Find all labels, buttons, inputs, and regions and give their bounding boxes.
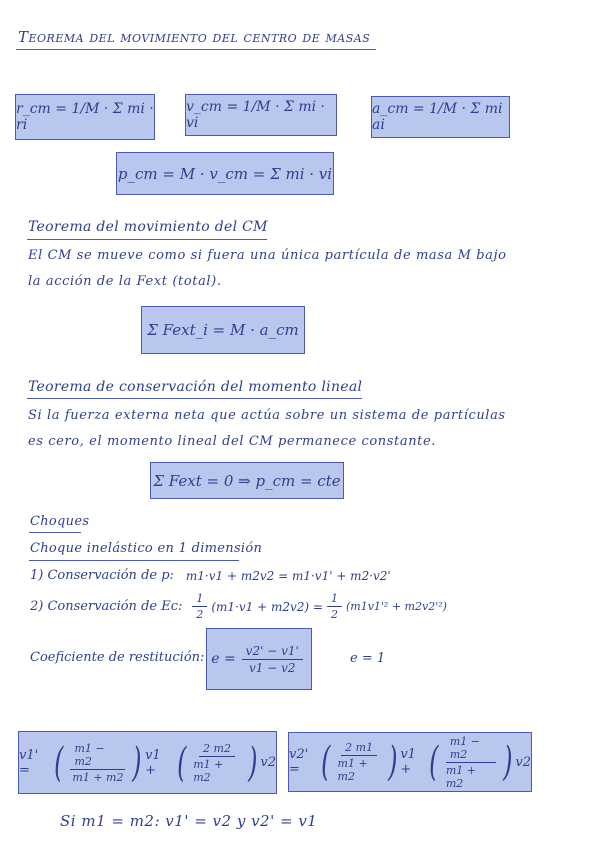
coef-restitucion-box — [206, 628, 312, 690]
v2-term2: v2 — [515, 754, 531, 770]
momentum-conservation-box — [150, 462, 344, 499]
p-cm-box — [116, 152, 334, 195]
v-cm-box — [185, 94, 337, 136]
section-momentum-text — [28, 403, 588, 455]
section-cm-text — [28, 243, 588, 295]
coef-e-lhs: e = — [211, 651, 236, 667]
section-momentum-underline — [27, 398, 362, 399]
v2-f2-num: m1 − m2 — [446, 735, 496, 763]
conservacion-ec-equation-b: (m1v1'² + m2v2'²) — [345, 600, 447, 613]
coef-restitucion-label: Coeficiente de restitución: — [30, 650, 205, 665]
v1-f1-num: m1 − m2 — [70, 742, 125, 770]
v2-lhs: v2' = — [289, 747, 309, 777]
v2-fraction-1 — [338, 741, 381, 783]
conservacion-p-equation: m1·v1 + m2v2 = m1·v1' + m2·v2' — [185, 568, 391, 583]
title-underline — [16, 49, 376, 50]
coef-numerator: v2' − v1' — [242, 644, 303, 660]
v2-term1: v1 + — [400, 747, 416, 777]
section-momentum-heading: Teorema de conservación del momento lineal — [28, 379, 363, 395]
one-half-fraction-a: $\frac{1}{2}$ — [192, 592, 207, 621]
p-cm-formula: p_cm = M · v_cm = Σ mi · vi — [117, 164, 333, 183]
v2-f1-num: 2 m1 — [341, 741, 377, 756]
r-cm-formula: r_cm = 1/M · Σ mi · ri — [16, 101, 154, 133]
choque-inelastico-underline — [29, 560, 239, 561]
section-cm-heading: Teorema del movimiento del CM — [28, 219, 268, 235]
v1-final-box: v1' = ( $\frac{m1 - m2}{m1 + m2}$ ) v1 + ( $\frac{2 m2}{m1 + m2}$ ) v2 — [18, 731, 277, 794]
conservacion-ec-row — [30, 592, 447, 621]
section-cm-line1: El CM se mueve como si fuera una única partícula de masa M bajo — [28, 248, 507, 263]
momentum-conservation-formula: Σ Fext = 0 ⇒ p_cm = cte — [153, 471, 341, 490]
v1-fraction-2 — [193, 742, 241, 784]
v1-f1-den: m1 + m2 — [72, 770, 124, 784]
choque-inelastico-heading: Choque inelástico en 1 dimensión — [30, 541, 263, 556]
conservacion-p-label: 1) Conservación de p: — [30, 568, 174, 583]
equal-mass-note: Si m1 = m2: v1' = v2 y v2' = v1 — [60, 812, 318, 830]
v1-fraction-1 — [70, 742, 125, 784]
a-cm-box — [371, 96, 510, 138]
newton-cm-box — [141, 306, 305, 354]
v2-final-box: v2' = ( $\frac{2 m1}{m1 + m2}$ ) v1 + ( $\frac{m1 - m2}{m1 + m2}$ ) v2 — [288, 732, 532, 792]
coef-fraction — [242, 644, 303, 675]
section-momentum-line2: es cero, el momento lineal del CM permanece constante. — [28, 434, 437, 449]
newton-cm-formula: Σ Fext_i = M · a_cm — [147, 321, 299, 339]
section-cm-line2: la acción de la Fext (total). — [28, 274, 222, 289]
v2-f1-den: m1 + m2 — [337, 757, 368, 783]
choques-underline — [29, 532, 81, 533]
coef-denominator: v1 − v2 — [248, 660, 296, 675]
choques-heading: Choques — [30, 514, 90, 529]
conservacion-ec-label: 2) Conservación de Ec: — [30, 599, 183, 614]
conservacion-p-row — [30, 568, 391, 583]
section-cm-underline — [27, 239, 267, 240]
v2-fraction-2 — [446, 735, 496, 790]
v1-term2: v2 — [260, 755, 276, 770]
r-cm-box — [15, 94, 155, 140]
page-title: Teorema del movimiento del centro de masas — [18, 28, 371, 46]
v1-f2-num: 2 m2 — [199, 742, 235, 757]
one-half-fraction-b: $\frac{1}{2}$ — [327, 592, 342, 621]
section-momentum-line1: Si la fuerza externa neta que actúa sobre un sistema de partículas — [28, 408, 506, 423]
coef-value: e = 1 — [350, 651, 386, 666]
v2-f2-den: m1 + m2 — [445, 763, 476, 790]
v-cm-formula: v_cm = 1/M · Σ mi · vi — [186, 99, 325, 131]
v1-term1: v1 + — [145, 747, 161, 778]
conservacion-ec-equation-a: (m1·v1 + m2v2) = — [211, 599, 323, 614]
a-cm-formula: a_cm = 1/M · Σ mi ai — [372, 101, 503, 133]
v1-f2-den: m1 + m2 — [193, 757, 224, 784]
v1-lhs: v1' = — [19, 747, 39, 778]
